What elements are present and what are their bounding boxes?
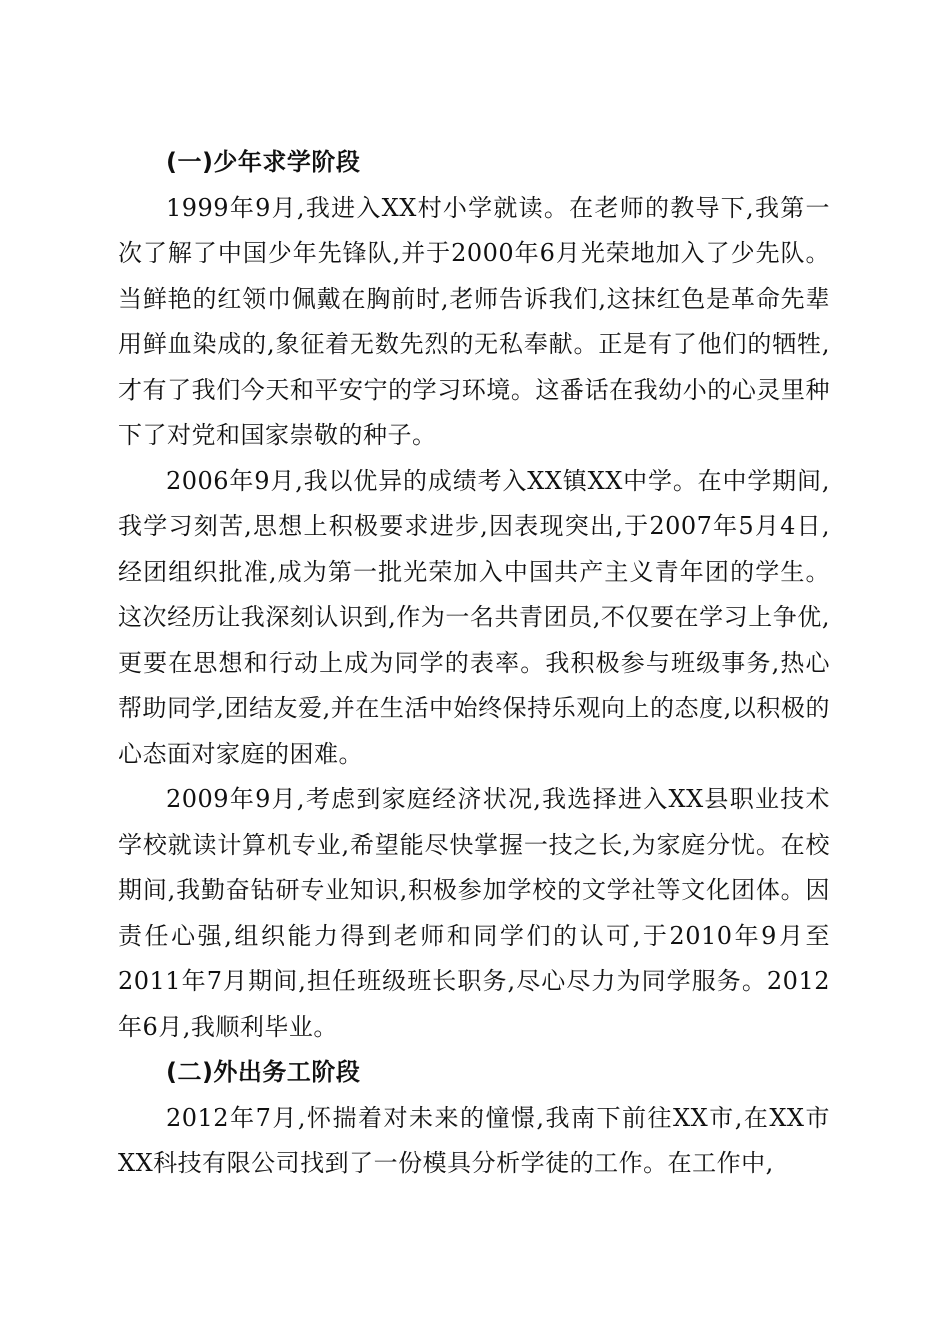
paragraph-first-job: 2012年7月,怀揣着对未来的憧憬,我南下前往XX市,在XX市XX科技有限公司找到了一份模具分析学徒的工作。在工作中,: [118, 1103, 830, 1177]
section-heading-youth-study: (一)少年求学阶段: [166, 148, 361, 176]
paragraph-primary-school: 1999年9月,我进入XX村小学就读。在老师的教导下,我第一次了解了中国少年先锋队,并于2000年6月光荣地加入了少先队。当鲜艳的红领巾佩戴在胸前时,老师告诉我们,这抹红色是革命先辈用鲜血染成的,象征着无数先烈的无私奉献。正是有了他们的牺牲,才有了我们今天和平安宁的学习环境。这番话在我幼小的心灵里种下了对党和国家崇敬的种子。: [118, 193, 830, 449]
document-body: [118, 140, 830, 1187]
paragraph-middle-school: 2006年9月,我以优异的成绩考入XX镇XX中学。在中学期间,我学习刻苦,思想上积极要求进步,因表现突出,于2007年5月4日,经团组织批准,成为第一批光荣加入中国共产主义青年团的学生。这次经历让我深刻认识到,作为一名共青团员,不仅要在学习上争优,更要在思想和行动上成为同学的表率。我积极参与班级事务,热心帮助同学,团结友爱,并在生活中始终保持乐观向上的态度,以积极的心态面对家庭的困难。: [118, 466, 830, 768]
section-heading-migrant-work: (二)外出务工阶段: [166, 1058, 361, 1086]
paragraph-vocational-school: 2009年9月,考虑到家庭经济状况,我选择进入XX县职业技术学校就读计算机专业,希望能尽快掌握一技之长,为家庭分忧。在校期间,我勤奋钻研专业知识,积极参加学校的文学社等文化团体。因责任心强,组织能力得到老师和同学们的认可,于2010年9月至2011年7月期间,担任班级班长职务,尽心尽力为同学服务。2012年6月,我顺利毕业。: [118, 785, 830, 1041]
